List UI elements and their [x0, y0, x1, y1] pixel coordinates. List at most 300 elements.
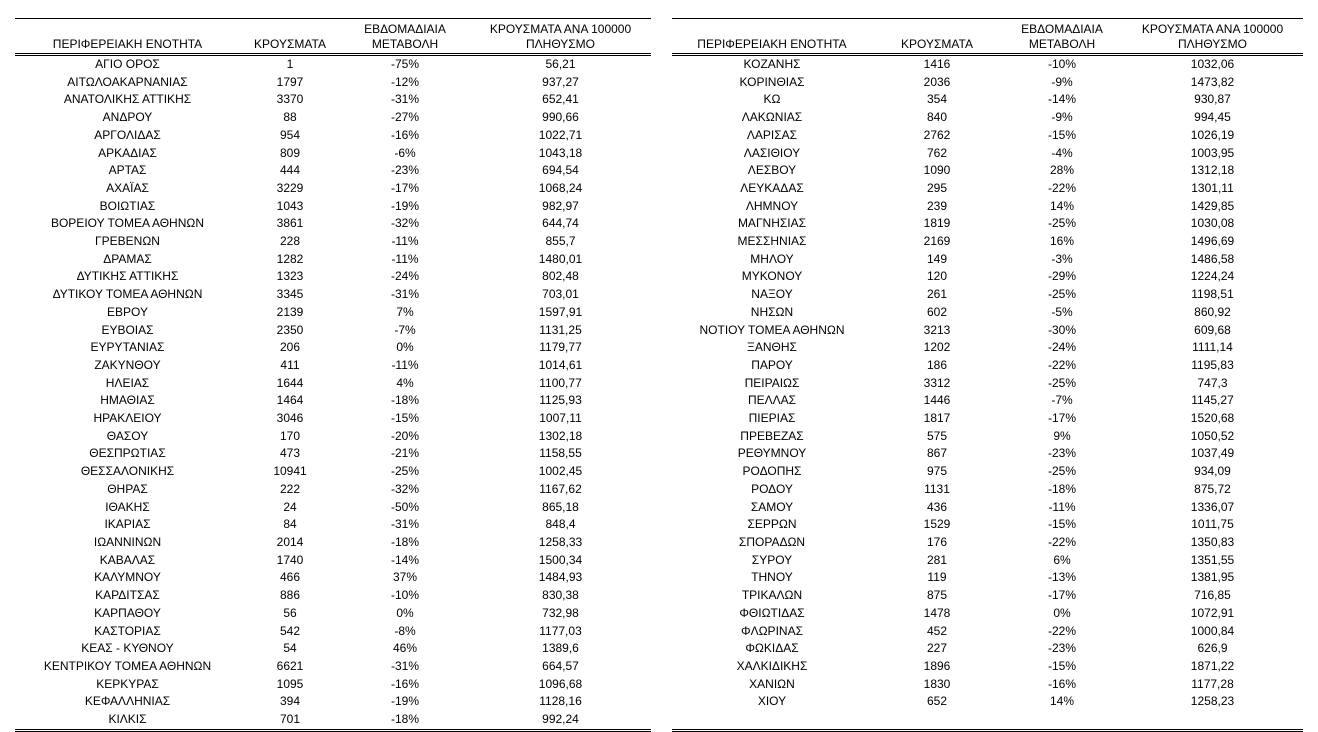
cases-cell: 1896 [923, 658, 951, 673]
region-cell: ΔΥΤΙΚΟΥ ΤΟΜΕΑ ΑΘΗΝΩΝ [52, 287, 203, 302]
table-row [672, 658, 1303, 676]
table-row [15, 162, 651, 180]
region-cell: ΣΑΜΟΥ [750, 499, 794, 514]
weekly-change-cell: -19% [390, 198, 419, 213]
cases-per-100k-cell: 1381,95 [1190, 570, 1235, 585]
cases-cell: 840 [926, 110, 948, 125]
weekly-change-cell: -22% [1047, 180, 1076, 195]
weekly-change-cell: -11% [1048, 499, 1076, 514]
cases-per-100k-cell: 1145,27 [1191, 393, 1234, 408]
cases-per-100k-cell: 860,92 [1194, 304, 1231, 319]
cases-per-100k-cell: 802,48 [542, 269, 579, 284]
region-cell: ΛΑΡΙΣΑΣ [746, 127, 798, 142]
weekly-change-cell: -17% [1047, 588, 1076, 603]
region-cell: ΑΡΤΑΣ [108, 163, 147, 178]
cases-per-100k-cell: 1389,6 [542, 641, 579, 656]
cases-per-100k-cell: 1032,06 [1190, 57, 1235, 71]
cases-cell: 542 [279, 623, 301, 638]
region-cell: ΓΡΕΒΕΝΩΝ [95, 234, 160, 249]
region-cell: ΕΥΡΥΤΑΝΙΑΣ [90, 340, 165, 355]
cases-per-100k-cell: 664,57 [542, 658, 579, 673]
cases-cell: 436 [926, 499, 948, 514]
region-cell: ΘΗΡΑΣ [107, 481, 148, 496]
table-row [672, 552, 1303, 570]
header-cases: ΚΡΟΥΣΜΑΤΑ [240, 19, 340, 55]
cases-cell: 875 [926, 588, 948, 603]
table-row [15, 145, 651, 163]
right-table-panel [672, 18, 1303, 732]
cases-cell: 602 [926, 304, 948, 319]
weekly-change-cell: -5% [1051, 304, 1073, 319]
cases-cell: 809 [279, 145, 301, 160]
weekly-change-cell: -25% [1047, 216, 1076, 231]
region-cell: ΚΑΛΥΜΝΟΥ [94, 570, 161, 585]
cases-per-100k-cell: 1520,68 [1190, 411, 1235, 426]
cases-cell: 3046 [276, 411, 304, 426]
table-row [672, 145, 1303, 163]
cases-cell: 24 [283, 499, 297, 514]
table-row [672, 74, 1303, 92]
cases-per-100k-cell: 1429,85 [1190, 198, 1235, 213]
region-cell: ΑΝΔΡΟΥ [102, 110, 153, 125]
cases-per-100k-cell: 1026,19 [1190, 127, 1235, 142]
weekly-change-cell: -15% [1047, 517, 1076, 532]
weekly-change-cell: -16% [390, 676, 419, 691]
cases-cell: 1043 [276, 198, 304, 213]
cases-cell: 1323 [276, 269, 304, 284]
weekly-change-cell: 14% [1049, 198, 1075, 213]
cases-per-100k-cell: 703,01 [542, 287, 579, 302]
table-row [672, 587, 1303, 605]
region-cell: ΣΥΡΟΥ [751, 552, 793, 567]
region-cell: ΣΕΡΡΩΝ [747, 517, 797, 532]
table-row [672, 375, 1303, 393]
weekly-change-cell: -32% [390, 216, 419, 231]
cases-per-100k-cell: 1068,24 [538, 180, 583, 195]
table-row [672, 233, 1303, 251]
weekly-change-cell: -20% [390, 428, 419, 443]
cases-cell: 170 [279, 428, 301, 443]
region-cell: ΚΟΡΙΝΘΙΑΣ [739, 74, 805, 89]
region-cell: ΜΥΚΟΝΟΥ [741, 269, 803, 284]
weekly-change-cell: -27% [390, 110, 419, 125]
cases-cell: 10941 [273, 464, 307, 479]
weekly-change-cell: 0% [396, 340, 414, 355]
cases-per-100k-cell: 1258,23 [1190, 694, 1235, 709]
table-row [672, 499, 1303, 517]
region-cell: ΜΕΣΣΗΝΙΑΣ [737, 234, 807, 249]
table-row [672, 516, 1303, 534]
region-cell: ΠΡΕΒΕΖΑΣ [740, 428, 804, 443]
region-cell: ΘΕΣΣΑΛΟΝΙΚΗΣ [80, 464, 175, 479]
cases-per-100k-cell: 652,41 [542, 92, 579, 107]
header-cases-per-100k: ΚΡΟΥΣΜΑΤΑ ΑΝΑ 100000 ΠΛΗΘΥΣΜΟ [470, 19, 651, 55]
table-row [15, 375, 651, 393]
weekly-change-cell: -15% [1047, 127, 1076, 142]
region-cell: ΕΒΡΟΥ [107, 304, 148, 319]
table-row [672, 304, 1303, 322]
weekly-change-cell: -14% [390, 552, 419, 567]
weekly-change-cell: -12% [390, 74, 419, 89]
cases-cell: 3345 [276, 287, 304, 302]
cases-cell: 239 [926, 198, 948, 213]
cases-cell: 120 [926, 269, 948, 284]
weekly-change-cell: -6% [394, 145, 416, 160]
weekly-change-cell: -31% [390, 287, 419, 302]
table-row [672, 251, 1303, 269]
cases-cell: 394 [279, 694, 301, 709]
cases-cell: 149 [926, 251, 948, 266]
weekly-change-cell: 0% [1053, 605, 1071, 620]
table-row [15, 74, 651, 92]
cases-cell: 2139 [276, 304, 304, 319]
cases-cell: 228 [279, 234, 301, 249]
weekly-change-cell: -17% [390, 180, 419, 195]
cases-per-100k-cell: 1198,51 [1191, 287, 1234, 302]
empty-cell [1002, 711, 1122, 730]
weekly-change-cell: -17% [1047, 411, 1076, 426]
table-row [15, 251, 651, 269]
table-row [672, 91, 1303, 109]
cases-cell: 56 [283, 605, 297, 620]
weekly-change-cell: 37% [392, 570, 418, 585]
cases-cell: 222 [279, 481, 301, 496]
cases-cell: 1478 [923, 605, 951, 620]
cases-per-100k-cell: 1301,11 [1191, 180, 1234, 195]
weekly-change-cell: -11% [391, 234, 419, 249]
left-table-panel [15, 18, 651, 732]
cases-cell: 466 [279, 570, 301, 585]
table-row [672, 286, 1303, 304]
cases-per-100k-cell: 1312,18 [1190, 163, 1235, 178]
cases-per-100k-cell: 732,98 [542, 605, 579, 620]
cases-per-100k-cell: 855,7 [545, 234, 576, 249]
cases-per-100k-cell: 1125,93 [539, 393, 582, 408]
region-cell: ΖΑΚΥΝΘΟΥ [94, 357, 161, 372]
weekly-change-cell: -11% [391, 251, 419, 266]
region-cell: ΑΝΑΤΟΛΙΚΗΣ ΑΤΤΙΚΗΣ [63, 92, 192, 107]
weekly-change-cell: -16% [390, 127, 419, 142]
table-row [15, 587, 651, 605]
cases-per-100k-cell: 1195,83 [1191, 357, 1234, 372]
region-cell: ΛΕΣΒΟΥ [747, 163, 797, 178]
table-row [672, 445, 1303, 463]
weekly-change-cell: -13% [1047, 570, 1076, 585]
region-cell: ΚΑΒΑΛΑΣ [99, 552, 156, 567]
table-row [15, 286, 651, 304]
table-row [15, 552, 651, 570]
cases-cell: 2169 [923, 234, 951, 249]
cases-per-100k-cell: 1100,77 [539, 375, 582, 390]
weekly-change-cell: -15% [1047, 658, 1076, 673]
table-row [672, 481, 1303, 499]
table-row [672, 268, 1303, 286]
table-row [15, 569, 651, 587]
cases-per-100k-cell: 930,87 [1194, 92, 1231, 107]
cases-per-100k-cell: 1128,16 [539, 694, 582, 709]
table-row [672, 357, 1303, 375]
table-row [15, 481, 651, 499]
region-cell: ΝΗΣΩΝ [750, 304, 794, 319]
cases-cell: 3213 [923, 322, 951, 337]
empty-cell [672, 711, 872, 730]
weekly-change-cell: -18% [340, 711, 470, 730]
weekly-change-cell: -8% [394, 623, 416, 638]
region-cell: ΑΓΙΟ ΟΡΟΣ [95, 57, 160, 71]
weekly-change-cell: -4% [1051, 145, 1073, 160]
cases-per-100k-cell: 934,09 [1194, 464, 1231, 479]
weekly-change-cell: 4% [396, 375, 414, 390]
region-cell: ΙΩΑΝΝΙΝΩΝ [93, 534, 162, 549]
weekly-change-cell: -3% [1051, 251, 1073, 266]
cases-per-100k-cell: 1158,55 [539, 446, 582, 461]
header-region: ΠΕΡΙΦΕΡΕΙΑΚΗ ΕΝΟΤΗΤΑ [672, 19, 872, 55]
weekly-change-cell: -22% [1047, 623, 1076, 638]
weekly-change-cell: -11% [391, 357, 419, 372]
table-header-row [672, 19, 1303, 55]
table-row [672, 410, 1303, 428]
cases-cell: 1202 [923, 340, 951, 355]
table-row [672, 640, 1303, 658]
cases-per-100k-cell: 1597,91 [538, 304, 583, 319]
cases-cell: 261 [926, 287, 948, 302]
cases-per-100k-cell: 716,85 [1194, 588, 1231, 603]
weekly-change-cell: -24% [390, 269, 419, 284]
region-cell: ΗΡΑΚΛΕΙΟΥ [93, 411, 162, 426]
cases-per-100k-cell: 830,38 [542, 588, 579, 603]
table-row [15, 516, 651, 534]
weekly-change-cell: -32% [390, 481, 419, 496]
table-row [15, 711, 651, 730]
region-cell: ΦΩΚΙΔΑΣ [745, 641, 799, 656]
cases-per-100k-cell: 1111,14 [1192, 340, 1233, 355]
empty-cell [872, 711, 1002, 730]
weekly-change-cell: -16% [1047, 676, 1076, 691]
cases-cell: 1740 [276, 552, 304, 567]
weekly-change-cell: -18% [390, 393, 419, 408]
table-row [672, 392, 1303, 410]
region-cell: ΒΟΡΕΙΟΥ ΤΟΜΕΑ ΑΘΗΝΩΝ [50, 216, 205, 231]
table-row [15, 322, 651, 340]
table-row [15, 55, 651, 74]
region-cell: ΒΟΙΩΤΙΑΣ [99, 198, 156, 213]
table-row [15, 127, 651, 145]
cases-cell: 886 [279, 588, 301, 603]
weekly-change-cell: -9% [1051, 110, 1073, 125]
cases-cell: 1282 [276, 251, 304, 266]
region-cell: ΧΑΝΙΩΝ [749, 676, 795, 691]
cases-per-100k-cell: 1302,18 [538, 428, 583, 443]
weekly-change-cell: -18% [390, 534, 419, 549]
cases-cell: 3861 [276, 216, 304, 231]
weekly-change-cell: -31% [390, 658, 419, 673]
cases-per-100k-cell: 1096,68 [538, 676, 583, 691]
cases-per-100k-cell: 1043,18 [538, 145, 583, 160]
cases-cell: 1 [286, 57, 294, 71]
cases-cell: 1095 [276, 676, 304, 691]
cases-per-100k-cell: 1871,22 [1190, 658, 1235, 673]
region-cell: ΡΟΔΟΠΗΣ [742, 464, 802, 479]
region-cell: ΚΟΖΑΝΗΣ [743, 57, 801, 71]
cases-cell: 6621 [276, 658, 304, 673]
region-cell: ΠΙΕΡΙΑΣ [748, 411, 796, 426]
weekly-change-cell: 16% [1049, 234, 1075, 249]
table-row [15, 233, 651, 251]
weekly-change-cell: -29% [1047, 269, 1076, 284]
cases-cell: 473 [279, 446, 301, 461]
weekly-change-cell: -25% [1047, 375, 1076, 390]
table-header-row [15, 19, 651, 55]
cases-per-100k-cell: 875,72 [1194, 481, 1231, 496]
cases-per-100k-cell: 56,21 [545, 57, 576, 71]
table-row [15, 658, 651, 676]
cases-per-100k-cell: 1011,75 [1191, 517, 1234, 532]
cases-per-100k-cell: 1500,34 [538, 552, 583, 567]
region-cell: ΛΗΜΝΟΥ [745, 198, 799, 213]
region-cell: ΜΗΛΟΥ [750, 251, 794, 266]
table-row [15, 304, 651, 322]
weekly-change-cell: -31% [390, 517, 419, 532]
table-row [15, 463, 651, 481]
cases-per-100k-cell: 1480,01 [538, 251, 583, 266]
weekly-change-cell: -23% [1047, 641, 1076, 656]
cases-cell: 3370 [276, 92, 304, 107]
cases-cell: 1830 [923, 676, 951, 691]
cases-cell: 1797 [276, 74, 304, 89]
region-cell: ΤΗΝΟΥ [751, 570, 793, 585]
weekly-change-cell: -7% [394, 322, 416, 337]
cases-per-100k-cell: 747,3 [1197, 375, 1228, 390]
region-cell: ΚΕΦΑΛΛΗΝΙΑΣ [84, 694, 171, 709]
cases-cell: 1131 [924, 481, 950, 496]
region-cell: ΔΥΤΙΚΗΣ ΑΤΤΙΚΗΣ [76, 269, 179, 284]
cases-cell: 975 [926, 464, 948, 479]
table-row [672, 322, 1303, 340]
weekly-change-cell: -25% [1047, 287, 1076, 302]
cases-per-100k-cell: 865,18 [542, 499, 579, 514]
cases-per-100k-cell: 1131,25 [539, 322, 582, 337]
weekly-change-cell: 28% [1049, 163, 1075, 178]
region-cell: ΑΧΑΪΑΣ [106, 180, 149, 195]
table-row [15, 499, 651, 517]
cases-cell: 3312 [923, 375, 951, 390]
cases-cell: 281 [926, 552, 948, 567]
table-row [672, 676, 1303, 694]
header-weekly-change: ΕΒΔΟΜΑΔΙΑΙΑ ΜΕΤΑΒΟΛΗ [340, 19, 470, 55]
weekly-change-cell: -10% [1047, 57, 1076, 71]
cases-cell: 701 [240, 711, 340, 730]
cases-cell: 444 [279, 163, 301, 178]
table-row [672, 711, 1303, 730]
region-cell: ΠΕΛΛΑΣ [747, 393, 797, 408]
region-cell: ΣΠΟΡΑΔΩΝ [738, 534, 806, 549]
table-row [15, 180, 651, 198]
cases-per-100k-cell: 1014,61 [538, 357, 583, 372]
cases-cell: 762 [926, 145, 948, 160]
weekly-change-cell: 46% [392, 641, 418, 656]
region-cell: ΑΡΚΑΔΙΑΣ [98, 145, 157, 160]
region-cell: ΑΙΤΩΛΟΑΚΑΡΝΑΝΙΑΣ [67, 74, 188, 89]
region-cell: ΙΘΑΚΗΣ [105, 499, 150, 514]
table-body-left [15, 55, 651, 731]
cases-per-100k-cell: 937,27 [542, 74, 579, 89]
cases-table-left [15, 18, 651, 732]
table-row [672, 693, 1303, 711]
table-row [15, 392, 651, 410]
table-body-right [672, 55, 1303, 731]
table-row [672, 55, 1303, 74]
cases-per-100k-cell: 694,54 [542, 163, 579, 178]
cases-per-100k-cell: 848,4 [545, 517, 576, 532]
weekly-change-cell: -21% [390, 446, 419, 461]
table-row [15, 109, 651, 127]
cases-cell: 1817 [923, 411, 951, 426]
cases-cell: 1090 [923, 163, 951, 178]
region-cell: ΞΑΝΘΗΣ [747, 340, 797, 355]
table-row [15, 268, 651, 286]
cases-per-100k-cell: 1224,24 [1190, 269, 1235, 284]
cases-cell: 119 [927, 570, 947, 585]
cases-per-100k-cell: 1007,11 [539, 411, 582, 426]
cases-per-100k-cell: 1002,45 [538, 464, 583, 479]
cases-per-100k-cell: 1030,08 [1190, 216, 1235, 231]
cases-per-100k-cell: 1350,83 [1190, 534, 1235, 549]
table-row [672, 428, 1303, 446]
weekly-change-cell: -31% [390, 92, 419, 107]
cases-per-100k-cell: 1496,69 [1190, 234, 1235, 249]
cases-per-100k-cell: 1037,49 [1190, 446, 1235, 461]
region-cell: ΚΕΑΣ - ΚΥΘΝΟΥ [81, 641, 174, 656]
region-cell: ΚΑΡΠΑΘΟΥ [94, 605, 161, 620]
weekly-change-cell: -14% [1047, 92, 1076, 107]
table-row [672, 463, 1303, 481]
cases-cell: 1644 [276, 375, 304, 390]
cases-cell: 1416 [923, 57, 951, 71]
table-row [15, 339, 651, 357]
table-row [15, 198, 651, 216]
cases-cell: 1446 [923, 393, 951, 408]
region-cell: ΧΑΛΚΙΔΙΚΗΣ [736, 658, 808, 673]
region-cell: ΦΘΙΩΤΙΔΑΣ [739, 605, 805, 620]
cases-per-100k-cell: 1177,28 [1191, 676, 1234, 691]
table-row [15, 357, 651, 375]
table-row [672, 215, 1303, 233]
cases-cell: 411 [280, 357, 300, 372]
table-row [15, 640, 651, 658]
weekly-change-cell: -10% [390, 588, 419, 603]
table-row [15, 428, 651, 446]
cases-per-100k-cell: 1050,52 [1190, 428, 1235, 443]
cases-cell: 2350 [276, 322, 304, 337]
weekly-change-cell: -23% [1047, 446, 1076, 461]
weekly-change-cell: -23% [390, 163, 419, 178]
header-cases-per-100k: ΚΡΟΥΣΜΑΤΑ ΑΝΑ 100000 ΠΛΗΘΥΣΜΟ [1122, 19, 1303, 55]
cases-per-100k-cell: 992,24 [470, 711, 651, 730]
table-row [672, 623, 1303, 641]
table-row [672, 339, 1303, 357]
cases-per-100k-cell: 1177,03 [539, 623, 582, 638]
cases-cell: 227 [926, 641, 948, 656]
region-cell: ΘΕΣΠΡΩΤΙΑΣ [89, 446, 166, 461]
table-row [672, 198, 1303, 216]
cases-cell: 206 [279, 340, 301, 355]
table-row [15, 410, 651, 428]
cases-per-100k-cell: 1486,58 [1190, 251, 1235, 266]
cases-per-100k-cell: 1022,71 [538, 127, 583, 142]
table-row [15, 445, 651, 463]
cases-cell: 88 [283, 110, 297, 125]
table-row [672, 534, 1303, 552]
